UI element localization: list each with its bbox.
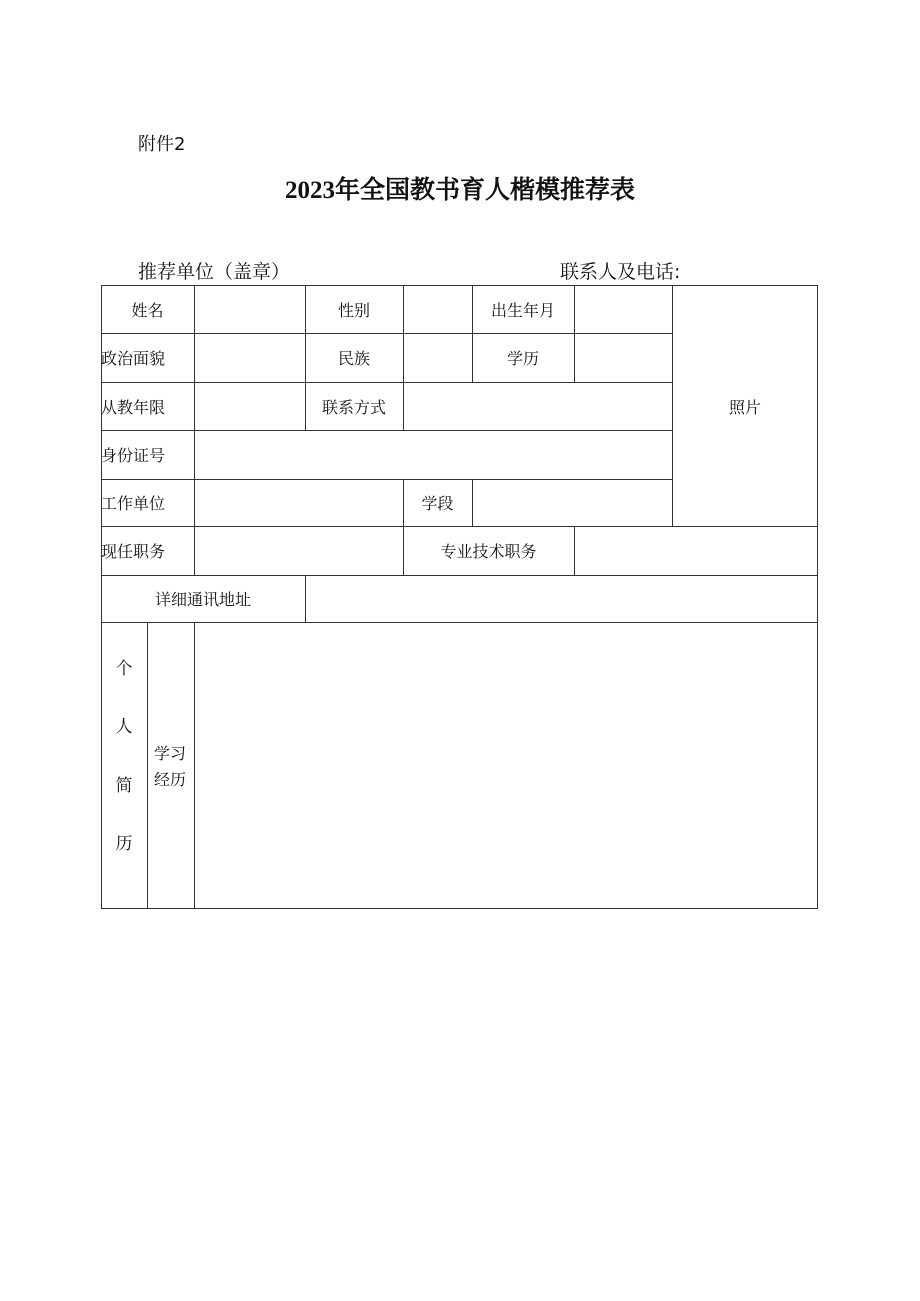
contact-label: 联系人及电话:: [560, 261, 681, 283]
work-unit-field[interactable]: [195, 480, 403, 526]
study-history-line-2: 经历: [153, 770, 186, 789]
gender-field[interactable]: [404, 286, 472, 333]
title-year: 2023: [284, 177, 335, 204]
id-number-field[interactable]: [195, 431, 672, 479]
name-label: 姓名: [131, 300, 164, 320]
page-title: [0, 170, 920, 206]
education-label: 学历: [506, 349, 539, 368]
v-line-right: [817, 285, 818, 909]
political-field[interactable]: [195, 334, 305, 382]
birth-label: 出生年月: [490, 300, 555, 320]
address-label: 详细通讯地址: [154, 590, 251, 609]
study-history-label: [147, 741, 193, 793]
photo-box[interactable]: 照片: [728, 397, 761, 417]
work-unit-label: 工作单位: [101, 494, 166, 513]
h-line-bottom: [101, 908, 818, 909]
resume-char-4: 历: [115, 834, 133, 854]
birth-field[interactable]: [575, 286, 672, 333]
contact-method-field[interactable]: [404, 383, 672, 430]
id-number-label: 身份证号: [101, 446, 166, 465]
attachment-label: 附件2: [138, 134, 186, 155]
name-field[interactable]: [195, 286, 305, 333]
stage-label: 学段: [421, 494, 454, 513]
gender-label: 性别: [337, 300, 370, 320]
study-history-line-1: 学习: [153, 744, 186, 763]
ethnicity-label: 民族: [337, 349, 370, 368]
recommending-unit-label: 推荐单位（盖章）: [138, 261, 291, 283]
current-post-label: 现任职务: [101, 542, 166, 561]
professional-title-label: 专业技术职务: [440, 542, 537, 561]
professional-title-field[interactable]: [575, 527, 817, 575]
teaching-years-field[interactable]: [195, 383, 305, 430]
political-label: 政治面貌: [101, 349, 166, 368]
teaching-years-label: 从教年限: [101, 397, 166, 417]
resume-char-2: 人: [115, 717, 133, 737]
resume-char-1: 个: [115, 659, 133, 679]
study-history-field[interactable]: [195, 623, 817, 908]
education-field[interactable]: [575, 334, 672, 382]
title-text: 年全国教书育人楷模推荐表: [334, 175, 635, 204]
ethnicity-field[interactable]: [404, 334, 472, 382]
current-post-field[interactable]: [195, 527, 403, 575]
stage-field[interactable]: [473, 480, 672, 526]
address-field[interactable]: [306, 576, 817, 622]
contact-method-label: 联系方式: [321, 397, 386, 417]
resume-char-3: 简: [115, 776, 133, 796]
